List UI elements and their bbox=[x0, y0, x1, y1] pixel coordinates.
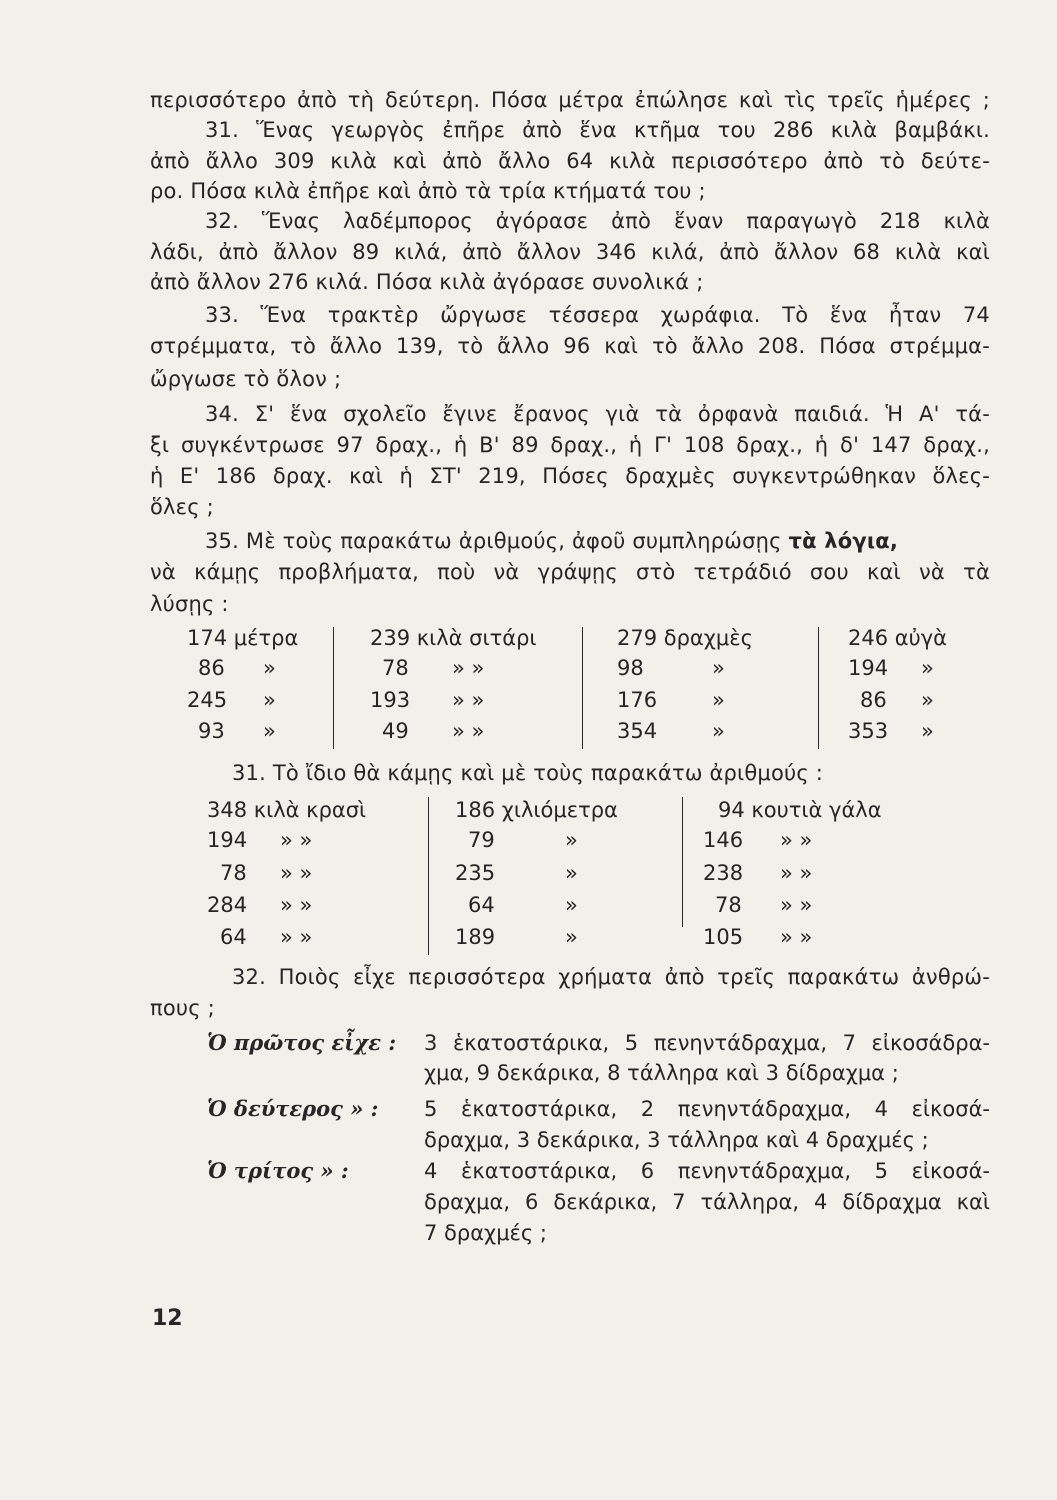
table-cell: » bbox=[565, 861, 578, 885]
table-cell: 105 bbox=[703, 925, 744, 949]
problem-33-start: 33. Ἕνα τρακτὲρ ὤργωσε τέσσερα χωράφια. Τὸ ἕνα ἦταν 74 bbox=[205, 303, 990, 327]
table-cell: 64 bbox=[220, 925, 247, 949]
table-cell: 86 bbox=[198, 656, 225, 680]
table-cell: » bbox=[921, 656, 934, 680]
table-cell: » » bbox=[780, 828, 813, 852]
person-label bbox=[207, 1028, 396, 1058]
column-divider bbox=[682, 797, 683, 927]
text-line: πους ; bbox=[150, 996, 215, 1020]
table-cell: » » bbox=[780, 893, 813, 917]
problem-35-start bbox=[205, 526, 990, 556]
person-text: 4 ἑκατοστάρικα, 6 πενηντάδραχμα, 5 εἰκοσά- bbox=[424, 1159, 990, 1183]
table-cell: 174 μέτρα bbox=[187, 626, 299, 650]
person-label bbox=[207, 1094, 378, 1124]
table-cell: 189 bbox=[455, 925, 496, 949]
table-cell: 238 bbox=[703, 861, 744, 885]
person-text: 7 δραχμές ; bbox=[424, 1221, 547, 1245]
table-cell: » » bbox=[780, 861, 813, 885]
table-cell: » » bbox=[280, 828, 313, 852]
table-cell: 86 bbox=[860, 688, 887, 712]
table-cell: 78 bbox=[220, 861, 247, 885]
table-cell: 49 bbox=[382, 719, 409, 743]
table-cell: » » bbox=[452, 688, 485, 712]
text-line: λάδι, ἀπὸ ἄλλον 89 κιλά, ἀπὸ ἄλλον 346 κιλά, ἀπὸ ἄλλον 68 κιλὰ καὶ bbox=[150, 240, 990, 264]
table-cell: » bbox=[712, 719, 725, 743]
column-divider bbox=[333, 627, 334, 749]
text-line: λύσῃς : bbox=[150, 592, 229, 616]
table-cell: » bbox=[263, 688, 276, 712]
table-cell: » bbox=[565, 828, 578, 852]
table-cell: 353 bbox=[848, 719, 889, 743]
table-cell: 348 κιλὰ κρασὶ bbox=[207, 798, 367, 822]
person-label-text: Ὁ τρίτος » : bbox=[207, 1158, 349, 1183]
table-cell: 98 bbox=[617, 656, 644, 680]
problem-31-start: 31. Ἕνας γεωργὸς ἐπῆρε ἀπὸ ἕνα κτῆμα του 286 κιλὰ βαμβάκι. bbox=[205, 118, 990, 142]
table-cell: 94 κουτιὰ γάλα bbox=[718, 798, 882, 822]
text-line: ὅλες ; bbox=[150, 495, 214, 519]
table-cell: » bbox=[712, 688, 725, 712]
bold-phrase: τὰ λόγια, bbox=[788, 529, 899, 553]
table-cell: 93 bbox=[198, 719, 225, 743]
table-cell: 354 bbox=[617, 719, 658, 743]
problem-32b-start: 32. Ποιὸς εἶχε περισσότερα χρήματα ἀπὸ τρεῖς παρακάτω ἀνθρώ- bbox=[232, 965, 990, 989]
table-cell: » bbox=[712, 656, 725, 680]
table-cell: » bbox=[565, 893, 578, 917]
table-cell: » » bbox=[280, 861, 313, 885]
table-cell: 78 bbox=[715, 893, 742, 917]
table-cell: 245 bbox=[187, 688, 228, 712]
table-cell: 186 χιλιόμετρα bbox=[455, 798, 618, 822]
text-line: ρο. Πόσα κιλὰ ἐπῆρε καὶ ἀπὸ τὰ τρία κτήματά του ; bbox=[150, 179, 706, 203]
text-line: στρέμματα, τὸ ἄλλο 139, τὸ ἄλλο 96 καὶ τὸ ἄλλο 208. Πόσα στρέμμα- bbox=[150, 334, 990, 358]
person-label-text: Ὁ δεύτερος » : bbox=[207, 1096, 379, 1121]
table-cell: » » bbox=[280, 893, 313, 917]
text-line: περισσότερο ἀπὸ τὴ δεύτερη. Πόσα μέτρα ἐπώλησε καὶ τὶς τρεῖς ἡμέρες ; bbox=[150, 88, 990, 112]
table-cell: » bbox=[565, 925, 578, 949]
text-line: ἀπὸ ἄλλον 276 κιλά. Πόσα κιλὰ ἀγόρασε συνολικά ; bbox=[150, 270, 704, 294]
person-text: δραχμα, 3 δεκάρικα, 3 τάλληρα καὶ 4 δραχμές ; bbox=[424, 1128, 929, 1152]
problem-31b-heading: 31. Τὸ ἴδιο θὰ κάμῃς καὶ μὲ τοὺς παρακάτω ἀριθμούς : bbox=[232, 761, 824, 785]
person-text: δραχμα, 6 δεκάρικα, 7 τάλληρα, 4 δίδραχμα καὶ bbox=[424, 1190, 990, 1214]
text-line: ἡ Ε' 186 δραχ. καὶ ἡ ΣΤ' 219, Πόσες δραχμὲς συγκεντρώθηκαν ὅλες- bbox=[150, 464, 990, 488]
person-label-text: Ὁ πρῶτος εἶχε : bbox=[207, 1030, 397, 1055]
text-line: ὤργωσε τὸ ὅλον ; bbox=[150, 367, 342, 391]
text-line: ξι συγκέντρωσε 97 δραχ., ἡ Β' 89 δραχ., ἡ Γ' 108 δραχ., ἡ δ' 147 δραχ., bbox=[150, 433, 990, 457]
text-line: ἀπὸ ἄλλο 309 κιλὰ καὶ ἀπὸ ἄλλο 64 κιλὰ περισσότερο ἀπὸ τὸ δεύτε- bbox=[150, 149, 990, 173]
table-cell: » » bbox=[780, 925, 813, 949]
table-cell: 279 δραχμὲς bbox=[617, 626, 753, 650]
person-label bbox=[207, 1156, 349, 1186]
table-cell: » » bbox=[452, 719, 485, 743]
text-span: 35. Μὲ τοὺς παρακάτω ἀριθμούς, ἀφοῦ συμπληρώσῃς bbox=[205, 529, 782, 553]
table-cell: 194 bbox=[848, 656, 889, 680]
person-text: 3 ἑκατοστάρικα, 5 πενηντάδραχμα, 7 εἰκοσάδρα- bbox=[424, 1031, 990, 1055]
table-cell: 146 bbox=[703, 828, 744, 852]
problem-34-start: 34. Σ' ἕνα σχολεῖο ἔγινε ἔρανος γιὰ τὰ ὀρφανὰ παιδιά. Ἡ Α' τά- bbox=[205, 402, 990, 426]
column-divider bbox=[818, 627, 819, 749]
table-cell: 284 bbox=[207, 893, 248, 917]
table-cell: 239 κιλὰ σιτάρι bbox=[370, 626, 537, 650]
person-text: χμα, 9 δεκάρικα, 8 τάλληρα καὶ 3 δίδραχμα ; bbox=[424, 1061, 899, 1085]
table-cell: 193 bbox=[370, 688, 411, 712]
person-text: 5 ἑκατοστάρικα, 2 πενηντάδραχμα, 4 εἰκοσά- bbox=[424, 1097, 990, 1121]
problem-32-start: 32. Ἕνας λαδέμπορος ἀγόρασε ἀπὸ ἕναν παραγωγὸ 218 κιλὰ bbox=[205, 209, 990, 233]
table-cell: » bbox=[263, 719, 276, 743]
table-cell: » » bbox=[280, 925, 313, 949]
table-cell: 194 bbox=[207, 828, 248, 852]
table-cell: 235 bbox=[455, 861, 496, 885]
table-cell: 176 bbox=[617, 688, 658, 712]
column-divider bbox=[428, 797, 429, 955]
table-cell: » bbox=[263, 656, 276, 680]
table-cell: 64 bbox=[468, 893, 495, 917]
table-cell: » bbox=[921, 719, 934, 743]
page-number: 12 bbox=[152, 1306, 183, 1331]
table-cell: » bbox=[921, 688, 934, 712]
column-divider bbox=[582, 627, 583, 749]
table-cell: 246 αὐγὰ bbox=[848, 626, 948, 650]
table-cell: » » bbox=[452, 656, 485, 680]
table-cell: 79 bbox=[468, 828, 495, 852]
table-cell: 78 bbox=[382, 656, 409, 680]
text-line: νὰ κάμῃς προβλήματα, ποὺ νὰ γράψῃς στὸ τετράδιό σου καὶ νὰ τὰ bbox=[150, 560, 990, 584]
